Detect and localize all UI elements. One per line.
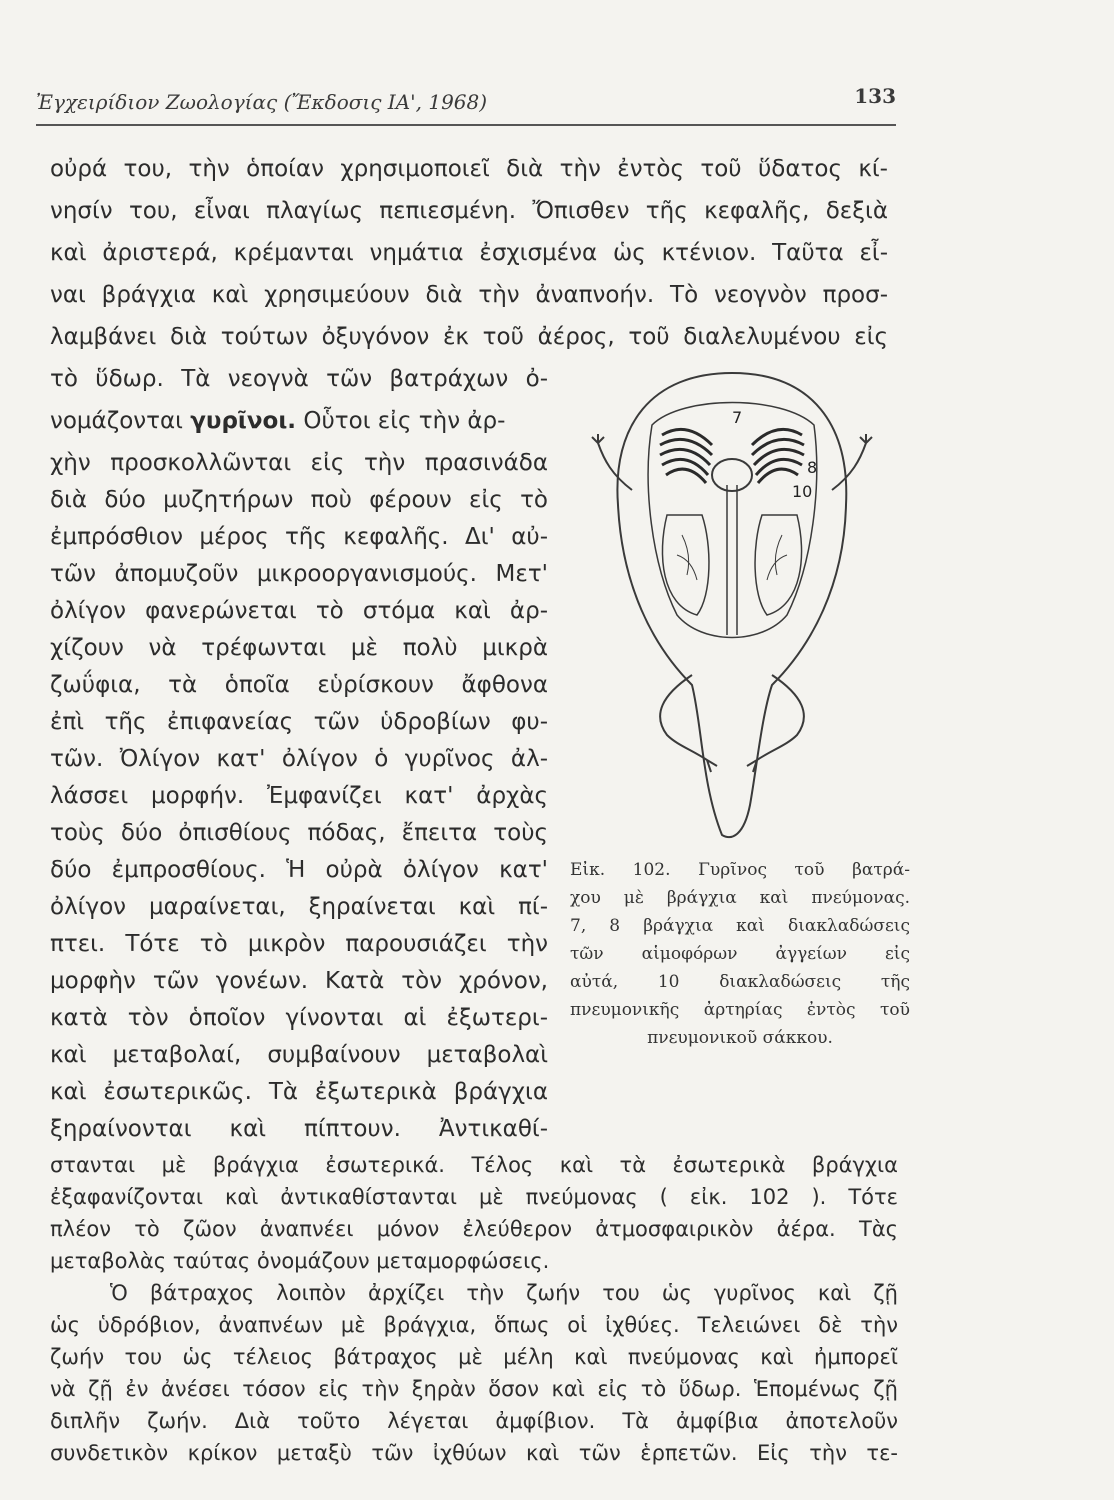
right-gills (752, 429, 804, 483)
operculum-membrane (648, 403, 817, 638)
text-line: λάσσει μορφήν. Ἐμφανίζει κατ' ἀρχὰς (50, 783, 548, 809)
left-lung (662, 515, 709, 615)
text-line: μορφὴν τῶν γονέων. Κατὰ τὸν χρόνον, (50, 968, 548, 994)
text-fragment: Οὗτοι εἰς τὴν ἀρ- (296, 408, 506, 434)
running-header (36, 84, 896, 126)
text-line: τοὺς δύο ὀπισθίους πόδας, ἔπειτα τοὺς (50, 820, 548, 846)
left-gills (660, 429, 712, 483)
figure-caption-line: 7, 8 βράγχια καὶ διακλαδώσεις (570, 916, 910, 936)
figure-caption-line: τῶν αἱμοφόρων ἀγγείων εἰς (570, 944, 910, 964)
text-line: χὴν προσκολλῶνται εἰς τὴν πρασινάδα (50, 450, 548, 476)
text-line: ὀλίγον φανερώνεται τὸ στόμα καὶ ἀρ- (50, 598, 548, 624)
left-leg (660, 675, 717, 772)
text-line: μεταβολὰς ταύτας ὀνομάζουν μεταμορφώσεις. (50, 1249, 550, 1273)
figure-caption-line: χου μὲ βράγχια καὶ πνεύμονας. (570, 888, 910, 908)
text-fragment: νομάζονται (50, 408, 191, 434)
text-line: νησίν του, εἶναι πλαγίως πεπιεσμένη. Ὄπισθεν τῆς κεφαλῆς, δεξιὰ (50, 198, 888, 224)
text-line: χίζουν νὰ τρέφωνται μὲ πολὺ μικρὰ (50, 635, 548, 661)
text-line: διὰ δύο μυζητήρων ποὺ φέρουν εἰς τὸ (50, 487, 548, 513)
text-line: καὶ ἐσωτερικῶς. Τὰ ἐξωτερικὰ βράγχια (50, 1079, 548, 1105)
text-line: καὶ ἀριστερά, κρέμανται νημάτια ἐσχισμένα ὡς κτένιον. Ταῦτα εἶ- (50, 240, 888, 266)
figure-caption-line: πνευμονικοῦ σάκκου. (647, 1028, 833, 1048)
right-leg (747, 675, 804, 772)
text-line: συνδετικὸν κρίκον μεταξὺ τῶν ἰχθύων καὶ τῶν ἑρπετῶν. Εἰς τὴν τε- (50, 1441, 898, 1465)
text-line: καὶ μεταβολαί, συμβαίνουν μεταβολαὶ (50, 1042, 548, 1068)
figure-caption-line: Εἰκ. 102. Γυρῖνος τοῦ βατρά- (570, 860, 910, 880)
vessel-branches (677, 535, 787, 580)
text-line: λαμβάνει διὰ τούτων ὀξυγόνον ἐκ τοῦ ἀέρος, τοῦ διαλελυμένου εἰς (50, 324, 888, 350)
page-number: 133 (854, 84, 896, 108)
heart (712, 459, 752, 491)
text-line: δύο ἐμπροσθίους. Ἡ οὐρὰ ὀλίγον κατ' (50, 857, 548, 883)
text-line: στανται μὲ βράγχια ἐσωτερικά. Τέλος καὶ τὰ ἐσωτερικὰ βράγχια (50, 1153, 898, 1177)
text-line: πλέον τὸ ζῶον ἀναπνέει μόνον ἐλεύθερον ἀτμοσφαιρικὸν ἀέρα. Τὰς (50, 1217, 898, 1241)
text-line: ὀλίγον μαραίνεται, ξηραίνεται καὶ πί- (50, 894, 548, 920)
text-line: ναι βράγχια καὶ χρησιμεύουν διὰ τὴν ἀναπνοήν. Τὸ νεογνὸν προσ- (50, 282, 888, 308)
aorta (727, 485, 737, 635)
tadpole-body-outline (617, 373, 846, 837)
text-line: ἐμπρόσθιον μέρος τῆς κεφαλῆς. Δι' αὐ- (50, 524, 548, 550)
text-line-gyrinoi (50, 404, 548, 438)
text-line: Ὁ βάτραχος λοιπὸν ἀρχίζει τὴν ζωήν του ὡς γυρῖνος καὶ ζῇ (110, 1281, 898, 1305)
text-line: τῶν ἀπομυζοῦν μικροοργανισμούς. Μετ' (50, 561, 548, 587)
running-title: Ἐγχειρίδιον Ζωολογίας (Ἔκδοσις ΙΑ', 1968) (36, 90, 488, 114)
term-gyrinoi: γυρῖνοι. (190, 408, 297, 434)
figure-label-10: 10 (792, 482, 813, 501)
text-line: ζωΰφια, τὰ ὁποῖα εὑρίσκουν ἄφθονα (50, 672, 548, 698)
left-arm (592, 434, 632, 490)
figure-caption-line: πνευμονικῆς ἀρτηρίας ἐντὸς τοῦ (570, 1000, 910, 1020)
text-line: ζωήν του ὡς τέλειος βάτραχος μὲ μέλη καὶ πνεύμονας καὶ ἠμπορεῖ (50, 1345, 898, 1369)
text-line: νὰ ζῇ ἐν ἀνέσει τόσον εἰς τὴν ξηρὰν ὅσον καὶ εἰς τὸ ὕδωρ. Ἑπομένως ζῇ (50, 1377, 898, 1401)
figure-caption-line: αὐτά, 10 διακλαδώσεις τῆς (570, 972, 910, 992)
text-line: ἐπὶ τῆς ἐπιφανείας τῶν ὑδροβίων φυ- (50, 709, 548, 735)
figure-label-8: 8 (807, 458, 818, 477)
text-line: διπλῆν ζωήν. Διὰ τοῦτο λέγεται ἀμφίβιον. Τὰ ἀμφίβια ἀποτελοῦν (50, 1409, 898, 1433)
figure-label-7: 7 (732, 408, 743, 427)
text-line: ὡς ὑδρόβιον, ἀναπνέων μὲ βράγχια, ὅπως οἱ ἰχθύες. Τελειώνει δὲ τὴν (50, 1313, 898, 1337)
tadpole-illustration (582, 365, 882, 845)
text-line: τὸ ὕδωρ. Τὰ νεογνὰ τῶν βατράχων ὀ- (50, 366, 548, 392)
text-line: κατὰ τὸν ὁποῖον γίνονται αἱ ἐξωτερι- (50, 1005, 548, 1031)
text-line: τῶν. Ὀλίγον κατ' ὀλίγον ὁ γυρῖνος ἀλ- (50, 746, 548, 772)
text-line: ξηραίνονται καὶ πίπτουν. Ἀντικαθί- (50, 1116, 548, 1142)
right-lung (755, 515, 802, 615)
text-line: πτει. Τότε τὸ μικρὸν παρουσιάζει τὴν (50, 931, 548, 957)
text-line: οὐρά του, τὴν ὁποίαν χρησιμοποιεῖ διὰ τὴν ἐντὸς τοῦ ὕδατος κί- (50, 156, 888, 182)
text-line: ἐξαφανίζονται καὶ ἀντικαθίστανται μὲ πνεύμονας ( εἰκ. 102 ). Τότε (50, 1185, 898, 1209)
